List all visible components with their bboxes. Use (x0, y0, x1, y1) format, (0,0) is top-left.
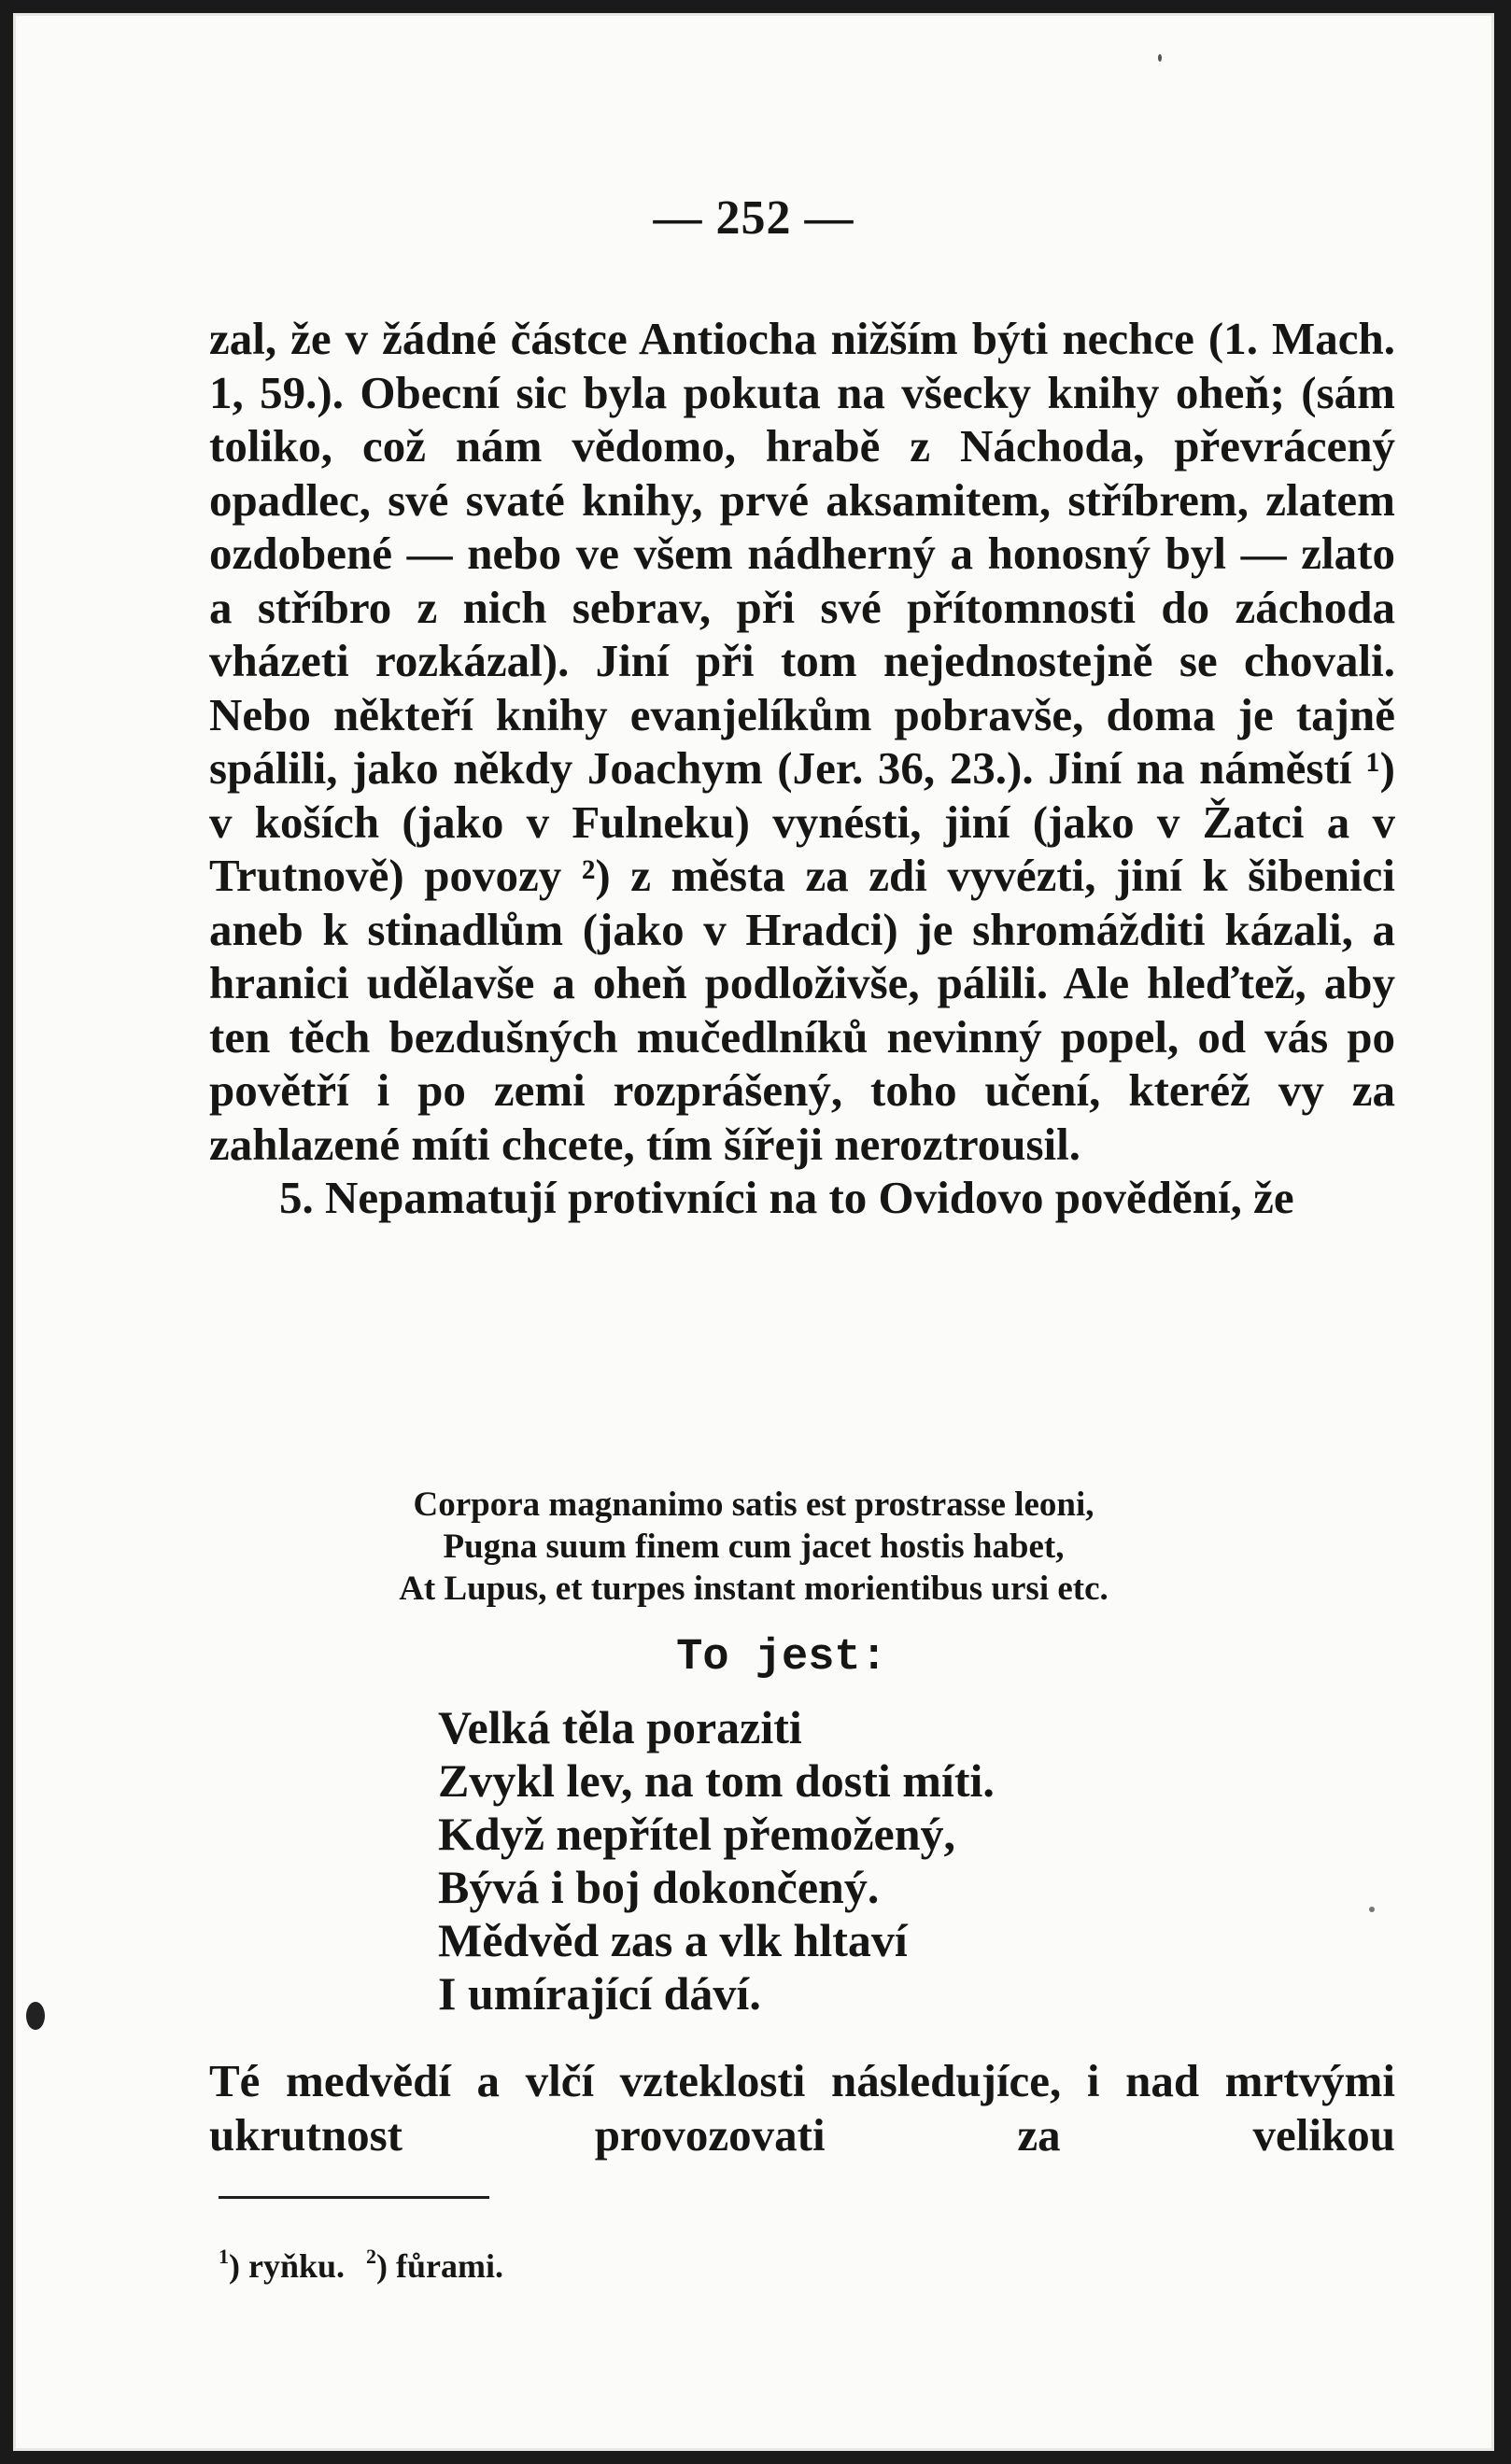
footnote-mark: 2 (366, 2245, 377, 2268)
ink-speck (26, 2002, 45, 2030)
paragraph-5: 5. Nepamatují protivníci na to Ovidovo povědění, že (279, 1172, 1294, 1223)
footnote-divider (219, 2196, 489, 2199)
footnote-text: fůrami. (396, 2247, 504, 2285)
poem-line: Velká těla poraziti (438, 1701, 802, 1753)
footnote-1: $^1$) ryňku. (219, 2245, 346, 2285)
poem-line: Bývá i boj dokončený. (438, 1861, 880, 1913)
latin-line: At Lupus, et turpes instant morientibus ursi etc. (399, 1570, 1109, 1608)
book-page (13, 13, 1494, 2451)
paragraph: zal, že v žádné částce Antiocha nižším býti nechce (1. Mach. 1, 59.). Obecní sic byla pokuta na všecky knihy oheň; (sám toliko, což nám vědomo, hrabě z Náchoda, převrácený opadlec, své svaté knihy, prvé aksamitem, stříbrem, zlatem ozdobené — nebo ve všem nádherný a honosný byl — zlato a stříbro z nich sebrav, při své přítomnosti do záchoda vházeti rozkázal). Jiní při tom nejednostejně se chovali. Nebo někteří knihy evanjelíkům pobravše, doma je tajně spálili, jako někdy Joachym (Jer. 36, 23.). Jiní na náměstí ¹) v koších (jako v Fulneku) vynésti, jiní (jako v Žatci a v Trutnově) povozy ²) z města za zdi vyvézti, jiní k šibenici aneb k stinadlům (jako v Hradci) je shromážditi kázali, a hranici udělavše a oheň podloživše, pálili. Ale hleďtež, aby ten těch bezdušných mučedlníků nevinný popel, od vás po povětří i po zemi rozprášený, toho učení, kteréž vy za zahlazené míti chcete, tím šířeji neroztrousil. (209, 313, 1395, 1170)
footnote-2: $^2$) fůrami. (366, 2245, 504, 2285)
poem (438, 1701, 995, 2020)
closing-paragraph: Té medvědí a vlčí vzteklosti následujíce, i nad mrtvými ukrutnost provozovati za velikou (209, 2055, 1395, 2161)
footnote-mark: 1 (219, 2245, 229, 2268)
poem-line: Když nepřítel přemožený, (438, 1808, 956, 1860)
latin-line: Corpora magnanimo satis est prostrasse leoni, (413, 1485, 1094, 1524)
latin-line: Pugna suum finem cum jacet hostis habet, (443, 1528, 1065, 1566)
poem-line: Mědvěd zas a vlk hltaví (438, 1914, 908, 1966)
page-number: — 252 — (653, 191, 854, 245)
poem-line: Zvykl lev, na tom dosti míti. (438, 1754, 995, 1807)
footnote-text: ryňku. (248, 2247, 346, 2285)
footnotes (219, 2246, 503, 2286)
latin-quote (13, 1484, 1494, 1610)
translation-heading: To jest: (676, 1633, 887, 1683)
poem-line: I umírající dáví. (438, 1967, 761, 2020)
ink-speck (1158, 54, 1162, 62)
ink-speck (1369, 1907, 1375, 1912)
body-text (209, 312, 1395, 1225)
